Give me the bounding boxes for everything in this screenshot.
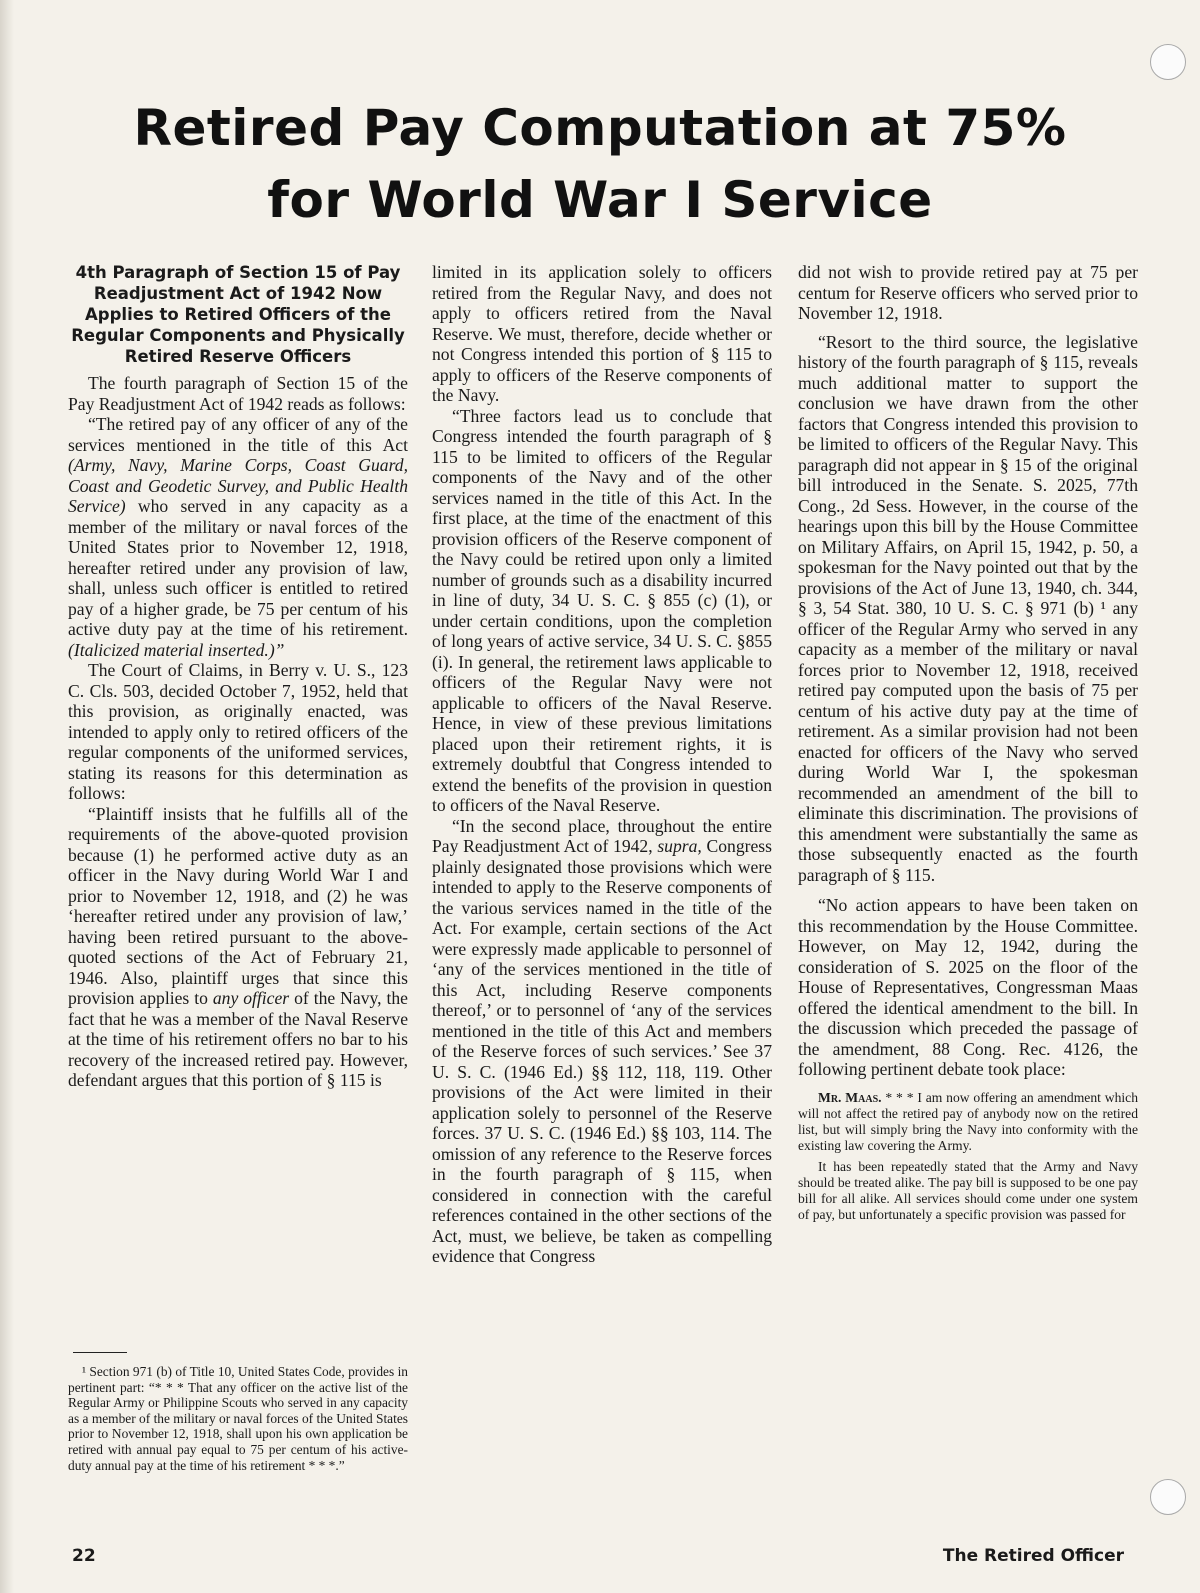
paragraph: “Resort to the third source, the legislative history of the fourth paragraph of § 115, reveals much additional matter to support the conclusion we have drawn from the other factors that Congress intended this provision to be limited to officers of the Regular Navy. This paragraph did not appear in § 15 of the original bill introduced in the Senate. S. 2025, 77th Cong., 2d Sess. However, in the course of the hearings upon this bill by the House Committee on Military Affairs, on April 15, 1942, p. 50, a spokesman for the Navy pointed out that by the provisions of the Act of June 13, 1940, ch. 344, § 3, 54 Stat. 380, 10 U. S. C. § 971 (b) ¹ any officer of the Regular Army who served in any capacity as a member of the military or naval forces prior to November 12, 1918, received retired pay computed upon the basis of 75 per centum of his active duty pay at the time of retirement. As a similar provision had not been enacted for officers of the Navy who served during World War I, the spokesman recommended an amendment of the bill to eliminate this discrimination. The provisions of this amendment were substantially the same as those subsequently enacted as the fourth paragraph of § 115. bbox=[798, 331, 1138, 885]
text-run: * * * I am now offering an amendment which will not affect the retired pay of anybody now on the retired list, but will simply bring the Navy into conformity with the existing law covering the Army. bbox=[798, 1089, 1138, 1153]
italic-run: any officer bbox=[212, 988, 290, 1008]
page-edge-shadow bbox=[0, 0, 14, 1593]
extract-paragraph bbox=[798, 1090, 1138, 1154]
paragraph bbox=[432, 816, 772, 1267]
binder-hole-top bbox=[1150, 44, 1186, 80]
text-run: “Plaintiff insists that he fulfills all of the requirements of the above-quoted provision because (1) he performed active duty as an officer in the Navy during World War I and prior to November 12, 1918, and (2) he was ‘hereafter retired under any provision of law,’ having been retired pursuant to the above-quoted sections of the Act of February 21, 1946. Also, plaintiff urges that since this provision applies to bbox=[68, 803, 408, 1008]
page-number: 22 bbox=[72, 1546, 96, 1566]
paragraph: did not wish to provide retired pay at 75 per centum for Reserve officers who served prior to November 12, 1918. bbox=[798, 262, 1138, 323]
title-line-2: for World War I Service bbox=[267, 171, 933, 229]
speaker-name: Mr. Maas. bbox=[818, 1089, 882, 1105]
text-run: Congress plainly designated those provisions which were intended to apply to the Reserve components of the various services named in the title of the Act. For example, certain sections of the Act were expressly made applicable to personnel of ‘any of the services mentioned in the title of this Act, including Reserve components thereof,’ or to personnel of ‘any of the services mentioned in the title of this Act and members of the Reserve forces of such services.’ See 37 U. S. C. (1946 Ed.) §§ 112, 118, 119. Other provisions of the Act were limited in their application solely to personnel of the Reserve forces. 37 U. S. C. (1946 Ed.) §§ 103, 114. The omission of any reference to the Reserve forces in the fourth paragraph of § 115, when considered in connection with the careful references contained in the other sections of the Act, must, we believe, be taken as compelling evidence that Congress bbox=[432, 836, 772, 1266]
footnote-text: ¹ Section 971 (b) of Title 10, United States Code, provides in pertinent part: “* * * That any officer on the active list of the Regular Army or Philippine Scouts who served in any capacity as a member of the military or naval forces of the United States prior to November 12, 1918, shall upon his own application be retired with annual pay equal to 75 per centum of his active-duty annual pay at the time of his retirement * * *.” bbox=[68, 1364, 408, 1473]
paragraph bbox=[68, 804, 408, 1091]
column-2 bbox=[432, 262, 772, 1267]
congressional-record-extract bbox=[798, 1090, 1138, 1223]
extract-paragraph: It has been repeatedly stated that the Army and Navy should be treated alike. The pay bill is supposed to be one pay bill for all alike. All services should come under one system of pay, but unfortunately a specific provision was passed for bbox=[798, 1158, 1138, 1222]
column-3 bbox=[798, 262, 1138, 1228]
binder-hole-bottom bbox=[1150, 1479, 1186, 1515]
article-title bbox=[0, 92, 1200, 236]
text-run: who served in any capacity as a member of the military or naval forces of the United States prior to November 12, 1918, hereafter retired under any provision of law, shall, unless such officer is entitled to retired pay of a higher grade, be 75 per centum of his active duty pay at the time of his retirement. bbox=[68, 496, 408, 639]
italic-run: supra, bbox=[657, 836, 702, 856]
paragraph-quoted-law bbox=[68, 414, 408, 660]
paragraph: The Court of Claims, in Berry v. U. S., 123 C. Cls. 503, decided October 7, 1952, held that this provision, as originally enacted, was intended to apply only to retired officers of the regular components of the uniformed services, stating its reasons for this determination as follows: bbox=[68, 660, 408, 803]
paragraph: “No action appears to have been taken on this recommendation by the House Committee. However, on May 12, 1942, during the consideration of S. 2025 on the floor of the House of Representatives, Congressman Maas offered the identical amendment to the bill. In the discussion which preceded the passage of the amendment, 88 Cong. Rec. 4126, the following pertinent debate took place: bbox=[798, 895, 1138, 1079]
publication-name: The Retired Officer bbox=[942, 1546, 1124, 1566]
text-run: of the Navy, the fact that he was a member of the Naval Reserve at the time of his retirement offers no bar to his recovery of the increased retired pay. However, defendant argues that this portion of § 115 is bbox=[68, 988, 408, 1090]
footnote-divider bbox=[73, 1352, 127, 1353]
italic-run: (Italicized material inserted.)” bbox=[68, 639, 285, 660]
paragraph: The fourth paragraph of Section 15 of the Pay Readjustment Act of 1942 reads as follows: bbox=[68, 373, 408, 414]
text-run: “In the second place, throughout the entire Pay Readjustment Act of 1942, bbox=[432, 815, 772, 856]
paragraph: limited in its application solely to officers retired from the Regular Navy, and does not apply to officers retired from the Naval Reserve. We must, therefore, decide whether or not Congress intended this portion of § 115 to apply to officers of the Reserve components of the Navy. bbox=[432, 262, 772, 405]
italic-run: (Army, Navy, Marine Corps, Coast Guard, Coast and Geodetic Survey, and Public Health Service) bbox=[68, 455, 408, 516]
column-1 bbox=[68, 262, 408, 1091]
footnote bbox=[68, 1364, 408, 1473]
text-run: “The retired pay of any officer of any of the services mentioned in the title of this Act bbox=[68, 414, 408, 455]
subheading: 4th Paragraph of Section 15 of Pay Readjustment Act of 1942 Now Applies to Retired Officers of the Regular Components and Physically Retired Reserve Officers bbox=[71, 263, 405, 366]
paragraph: “Three factors lead us to conclude that Congress intended the fourth paragraph of § 115 to be limited to officers of the Regular components of the Navy and of the other services named in the title of this Act. In the first place, at the time of the enactment of this provision officers of the Reserve component of the Navy could be retired upon only a limited number of grounds such as a disability incurred in line of duty, 34 U. S. C. § 855 (c) (1), or under certain conditions, upon the completion of long years of active service, 34 U. S. C. §855 (i). In general, the retirement laws applicable to officers of the Regular Navy were not applicable to officers of the Naval Reserve. Hence, in view of these previous limitations placed upon their retirement rights, it is extremely doubtful that Congress intended to extend the benefits of the provision in question to officers of the Naval Reserve. bbox=[432, 405, 772, 815]
title-line-1: Retired Pay Computation at 75% bbox=[133, 99, 1067, 157]
